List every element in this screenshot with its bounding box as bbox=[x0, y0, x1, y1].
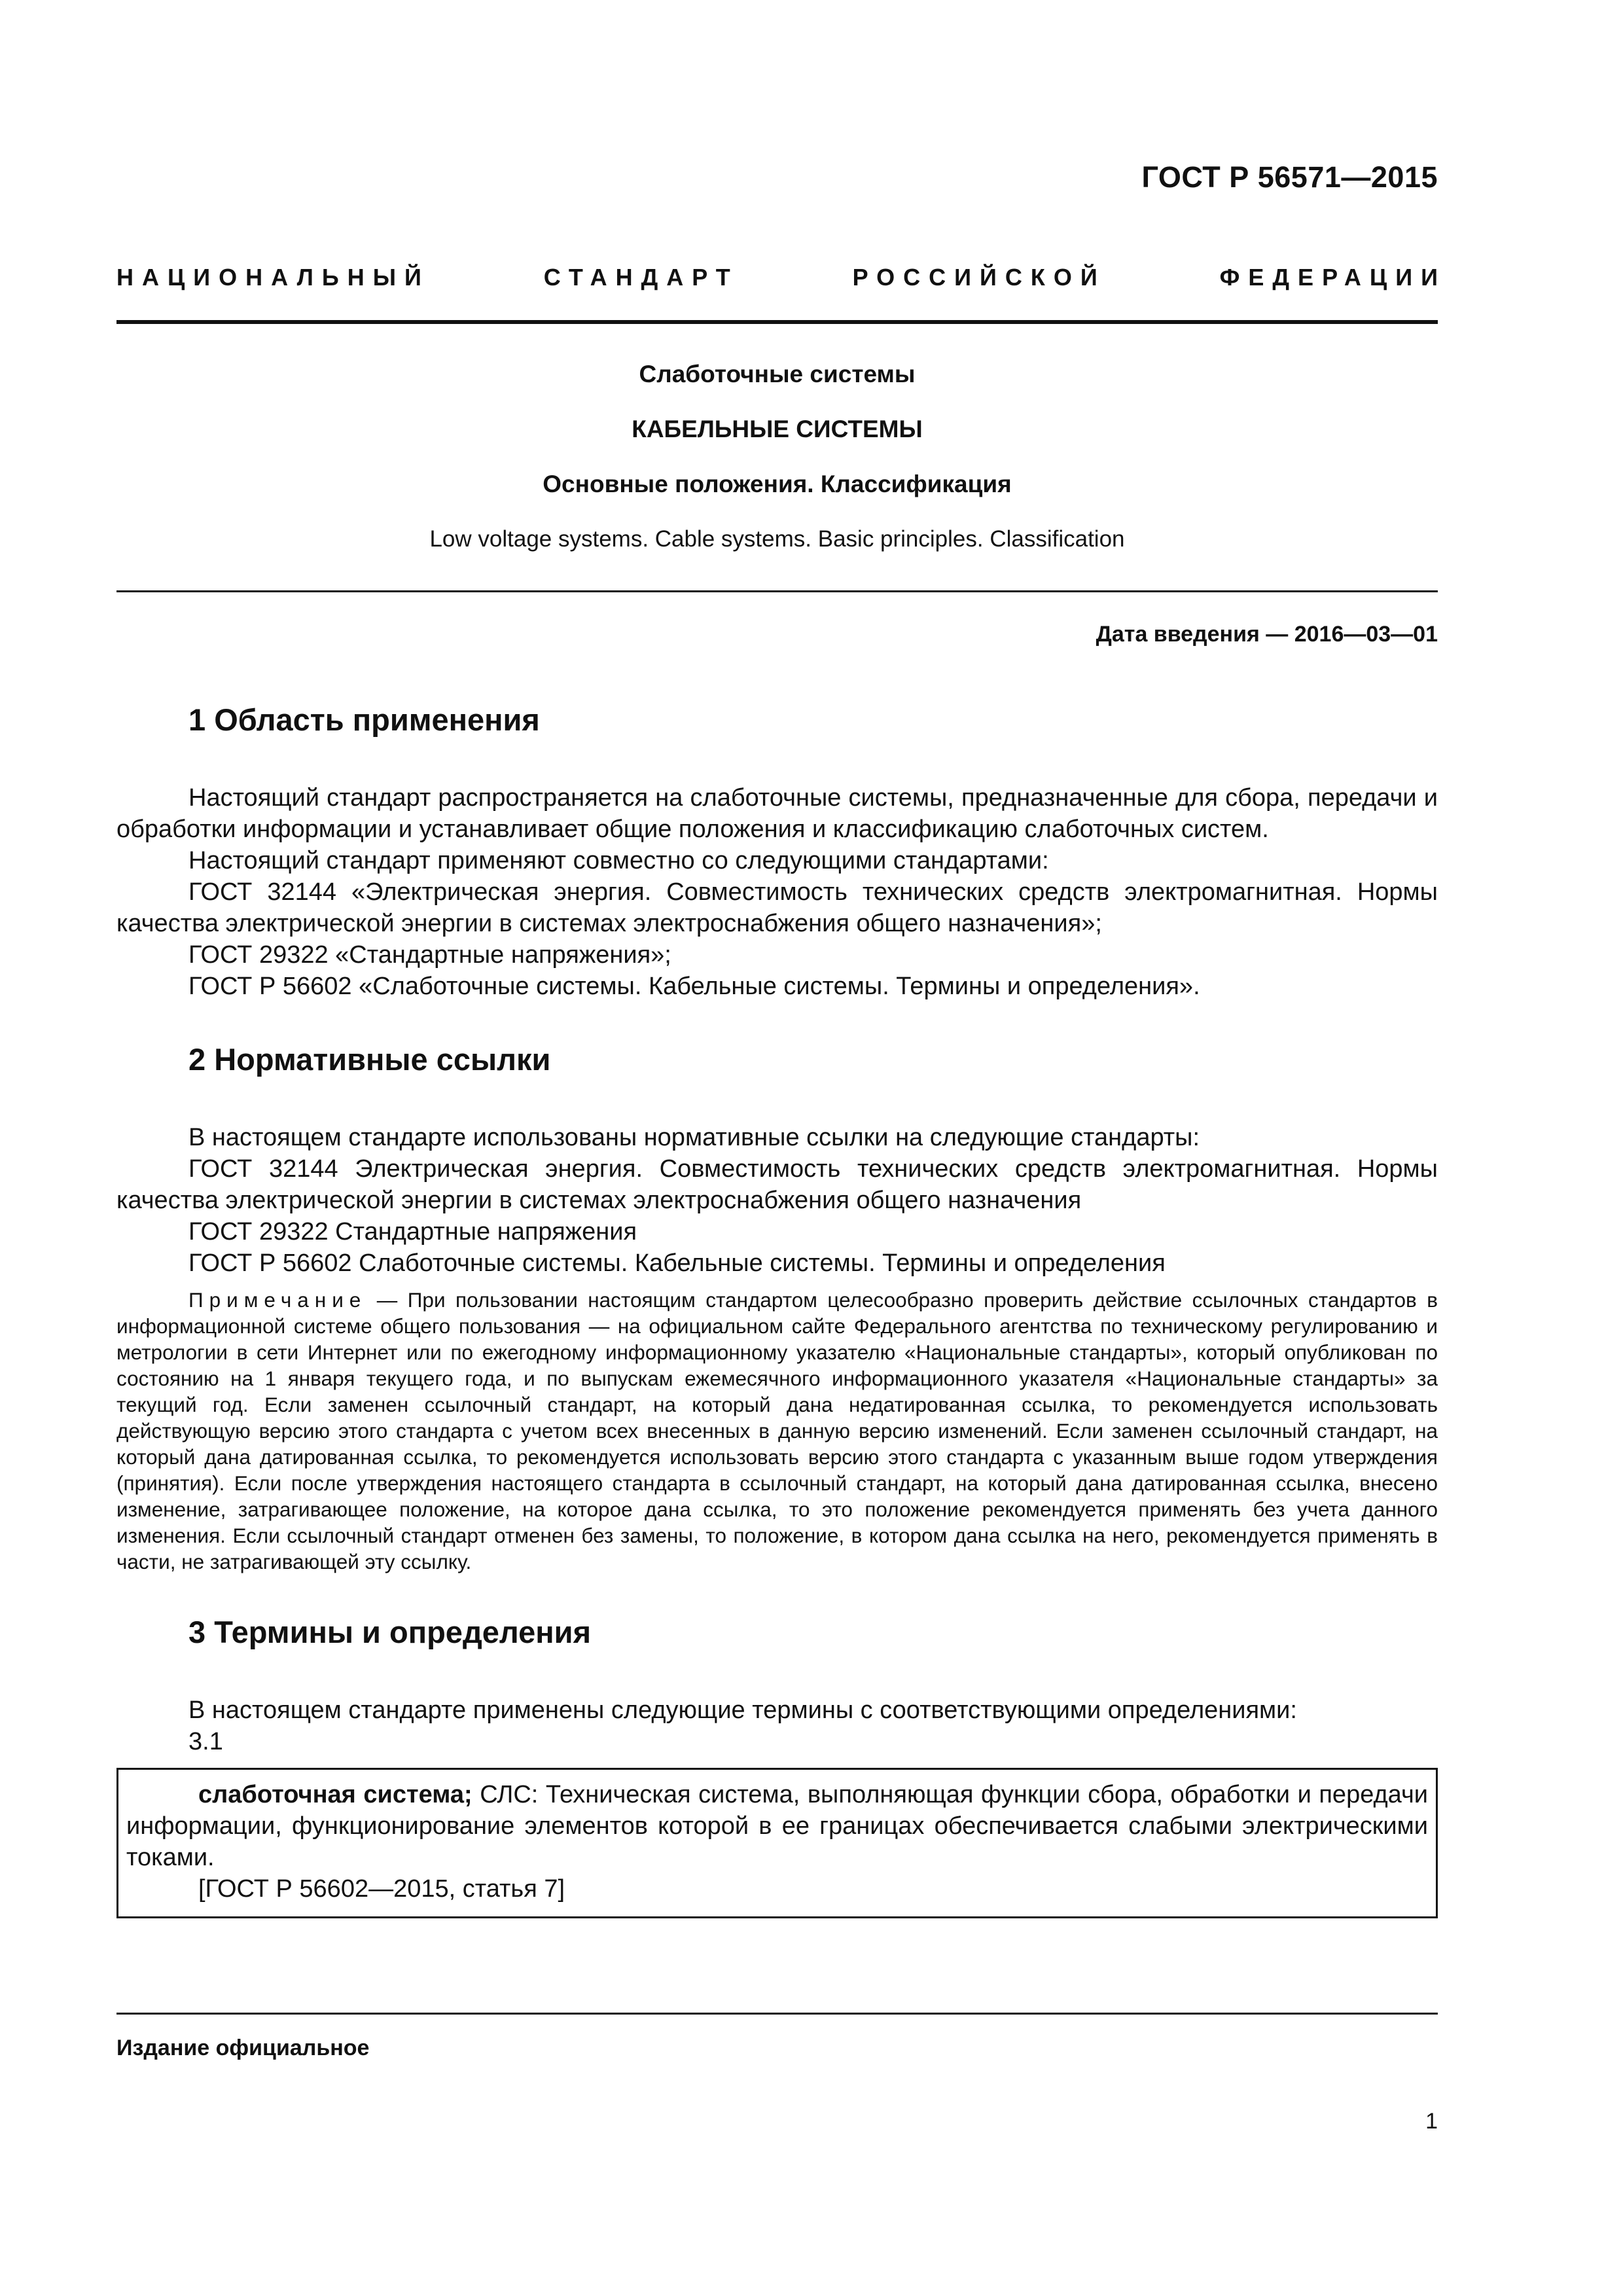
paragraph: В настоящем стандарте применены следующие термины с соответствующими определениями: bbox=[188, 1696, 1297, 1724]
edition-label: Издание официальное bbox=[116, 2036, 370, 2060]
title-line-3: Основные положения. Классификация bbox=[543, 471, 1012, 497]
term-source: [ГОСТ Р 56602—2015, статья 7] bbox=[198, 1875, 565, 1903]
title-block bbox=[116, 347, 1438, 559]
term-definition-text: СЛС: Техническая система, выполняющая функции сбора, обработки и передачи информации, функционирование элементов которой в ее границах обеспечивается слабыми электрическими токами. bbox=[126, 1781, 1428, 1871]
paragraph: ГОСТ 32144 Электрическая энергия. Совместимость технических средств электромагнитная. Нормы качества электрической энергии в системах электроснабжения общего назначения bbox=[116, 1155, 1438, 1214]
title-line-1: Слаботочные системы bbox=[639, 361, 916, 387]
term-item-number: 3.1 bbox=[188, 1728, 223, 1755]
note-label: Примечание bbox=[188, 1288, 367, 1312]
paragraph: ГОСТ 29322 Стандартные напряжения bbox=[188, 1218, 637, 1246]
header-word: СТАНДАРТ bbox=[543, 264, 739, 291]
section-heading-scope: 1 Область применения bbox=[188, 702, 540, 737]
paragraph: Настоящий стандарт распространяется на слаботочные системы, предназначенные для сбора, передачи и обработки информации и устанавливает общие положения и классификацию слаботочных систем. bbox=[116, 784, 1438, 843]
section-heading-terms: 3 Термины и определения bbox=[188, 1615, 591, 1649]
header-word: РОССИЙСКОЙ bbox=[852, 264, 1106, 291]
national-standard-header bbox=[116, 264, 1446, 291]
note-text: — При пользовании настоящим стандартом целесообразно проверить действие ссылочных стандартов в информационной системе общего пользования — на официальном сайте Федерального агентства по техническому регулированию и метрологии в сети Интернет или по ежегодному информационному указателю «Национальные стандарты», который опубликован по состоянию на 1 января текущего года, и по выпускам ежемесячного информационного указателя «Национальные стандарты» за текущий год. Если заменен ссылочный стандарт, на который дана недатированная ссылка, то рекомендуется использовать действующую версию этого стандарта с учетом всех внесенных в данную версию изменений. Если заменен ссылочный стандарт, на который дана датированная ссылка, то рекомендуется использовать версию этого стандарта с указанным выше годом утверждения (принятия). Если после утверждения настоящего стандарта в ссылочный стандарт, на который дана датированная ссылка, внесено изменение, затрагивающее положение, на которое дана ссылка, то это положение рекомендуется применять без учета данного изменения. Если ссылочный стандарт отменен без замены, то положение, в котором дана ссылка на него, рекомендуется применять в части, не затрагивающей эту ссылку. bbox=[116, 1288, 1438, 1573]
header-word: НАЦИОНАЛЬНЫЙ bbox=[116, 264, 430, 291]
title-english: Low voltage systems. Cable systems. Basic principles. Classification bbox=[429, 526, 1125, 552]
header-divider bbox=[116, 320, 1438, 324]
paragraph: Настоящий стандарт применяют совместно со следующими стандартами: bbox=[188, 847, 1049, 874]
note-paragraph bbox=[116, 1287, 1438, 1575]
paragraph: ГОСТ 32144 «Электрическая энергия. Совместимость технических средств электромагнитная. Нормы качества электрической энергии в системах электроснабжения общего назначения»; bbox=[116, 878, 1438, 937]
page-number: 1 bbox=[1425, 2109, 1438, 2134]
footer-divider bbox=[116, 2013, 1438, 2015]
document-body bbox=[116, 694, 1438, 1918]
paragraph: ГОСТ Р 56602 «Слаботочные системы. Кабельные системы. Термины и определения». bbox=[188, 973, 1200, 1000]
term-definition-box bbox=[116, 1768, 1438, 1918]
term-name: слаботочная система; bbox=[198, 1781, 473, 1808]
document-number: ГОСТ Р 56571—2015 bbox=[1141, 160, 1438, 194]
paragraph: ГОСТ 29322 «Стандартные напряжения»; bbox=[188, 941, 671, 969]
section-heading-normative-references: 2 Нормативные ссылки bbox=[188, 1042, 551, 1077]
paragraph: ГОСТ Р 56602 Слаботочные системы. Кабельные системы. Термины и определения bbox=[188, 1249, 1166, 1277]
title-line-2: КАБЕЛЬНЫЕ СИСТЕМЫ bbox=[632, 416, 923, 442]
header-word: ФЕДЕРАЦИИ bbox=[1219, 264, 1446, 291]
introduction-date: Дата введения — 2016—03—01 bbox=[1096, 622, 1438, 647]
paragraph: В настоящем стандарте использованы нормативные ссылки на следующие стандарты: bbox=[188, 1124, 1200, 1151]
title-divider bbox=[116, 590, 1438, 592]
term-definition bbox=[126, 1779, 1428, 1873]
